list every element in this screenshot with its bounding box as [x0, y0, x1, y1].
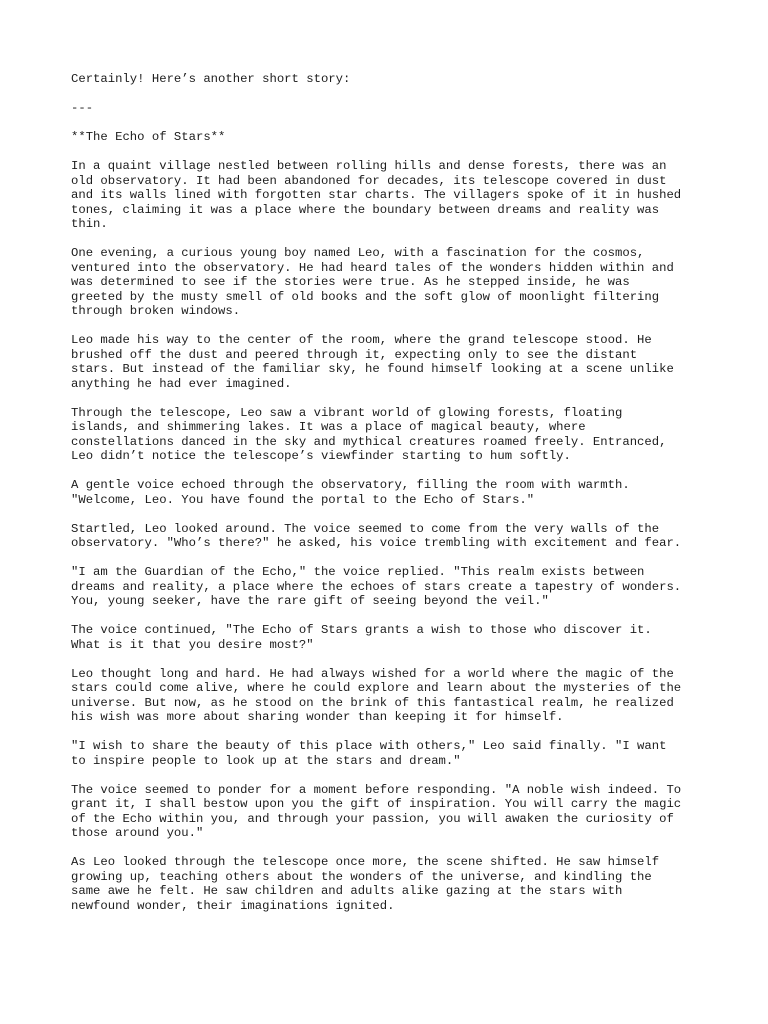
paragraph-6: Startled, Leo looked around. The voice seemed to come from the very walls of the observatory. "Who’s there?" he asked, his voice trembling with excitement and fear.	[71, 521, 682, 550]
paragraph-9: Leo thought long and hard. He had always wished for a world where the magic of the stars could come alive, where he could explore and learn about the mysteries of the universe. But now, as he stood on the brink of this fantastical realm, he realized his wish was more about sharing wonder than keeping it for himself.	[71, 666, 682, 724]
story-title: **The Echo of Stars**	[71, 130, 226, 144]
paragraph-1: In a quaint village nestled between rolling hills and dense forests, there was an old observatory. It had been abandoned for decades, its telescope covered in dust and its walls lined with forgotten star charts. The villagers spoke of it in hushed tones, claiming it was a place where the boundary between dreams and reality was thin.	[71, 159, 682, 231]
paragraph-12: As Leo looked through the telescope once more, the scene shifted. He saw himself growing up, teaching others about the wonders of the universe, and kindling the same awe he felt. He saw children and adults alike gazing at the stars with newfound wonder, their imaginations ignited.	[71, 855, 660, 913]
paragraph-4: Through the telescope, Leo saw a vibrant world of glowing forests, floating islands, and shimmering lakes. It was a place of magical beauty, where constellations danced in the sky and mythical creatures roamed freely. Entranced, Leo didn’t notice the telescope’s viewfinder starting to hum softly.	[71, 405, 667, 463]
paragraph-5: A gentle voice echoed through the observatory, filling the room with warmth. "Welcome, Leo. You have found the portal to the Echo of Stars."	[71, 478, 630, 507]
document-page	[71, 72, 711, 928]
paragraph-7: "I am the Guardian of the Echo," the voice replied. "This realm exists between dreams and reality, a place where the echoes of stars create a tapestry of wonders. You, young seeker, have the rare gift of seeing beyond the veil."	[71, 565, 682, 608]
intro-line: Certainly! Here’s another short story:	[71, 72, 351, 86]
paragraph-10: "I wish to share the beauty of this place with others," Leo said finally. "I want to inspire people to look up at the stars and dream."	[71, 739, 667, 768]
paragraph-8: The voice continued, "The Echo of Stars grants a wish to those who discover it. What is it that you desire most?"	[71, 623, 652, 652]
paragraph-3: Leo made his way to the center of the room, where the grand telescope stood. He brushed off the dust and peered through it, expecting only to see the distant stars. But instead of the familiar sky, he found himself looking at a scene unlike anything he had ever imagined.	[71, 333, 674, 391]
paragraph-11: The voice seemed to ponder for a moment before responding. "A noble wish indeed. To grant it, I shall bestow upon you the gift of inspiration. You will carry the magic of the Echo within you, and through your passion, you will awaken the curiosity of those around you."	[71, 782, 682, 840]
separator: ---	[71, 101, 94, 115]
paragraph-2: One evening, a curious young boy named Leo, with a fascination for the cosmos, ventured into the observatory. He had heard tales of the wonders hidden within and was determined to see if the stories were true. As he stepped inside, he was greeted by the musty smell of old books and the soft glow of moonlight filtering through broken windows.	[71, 246, 674, 318]
